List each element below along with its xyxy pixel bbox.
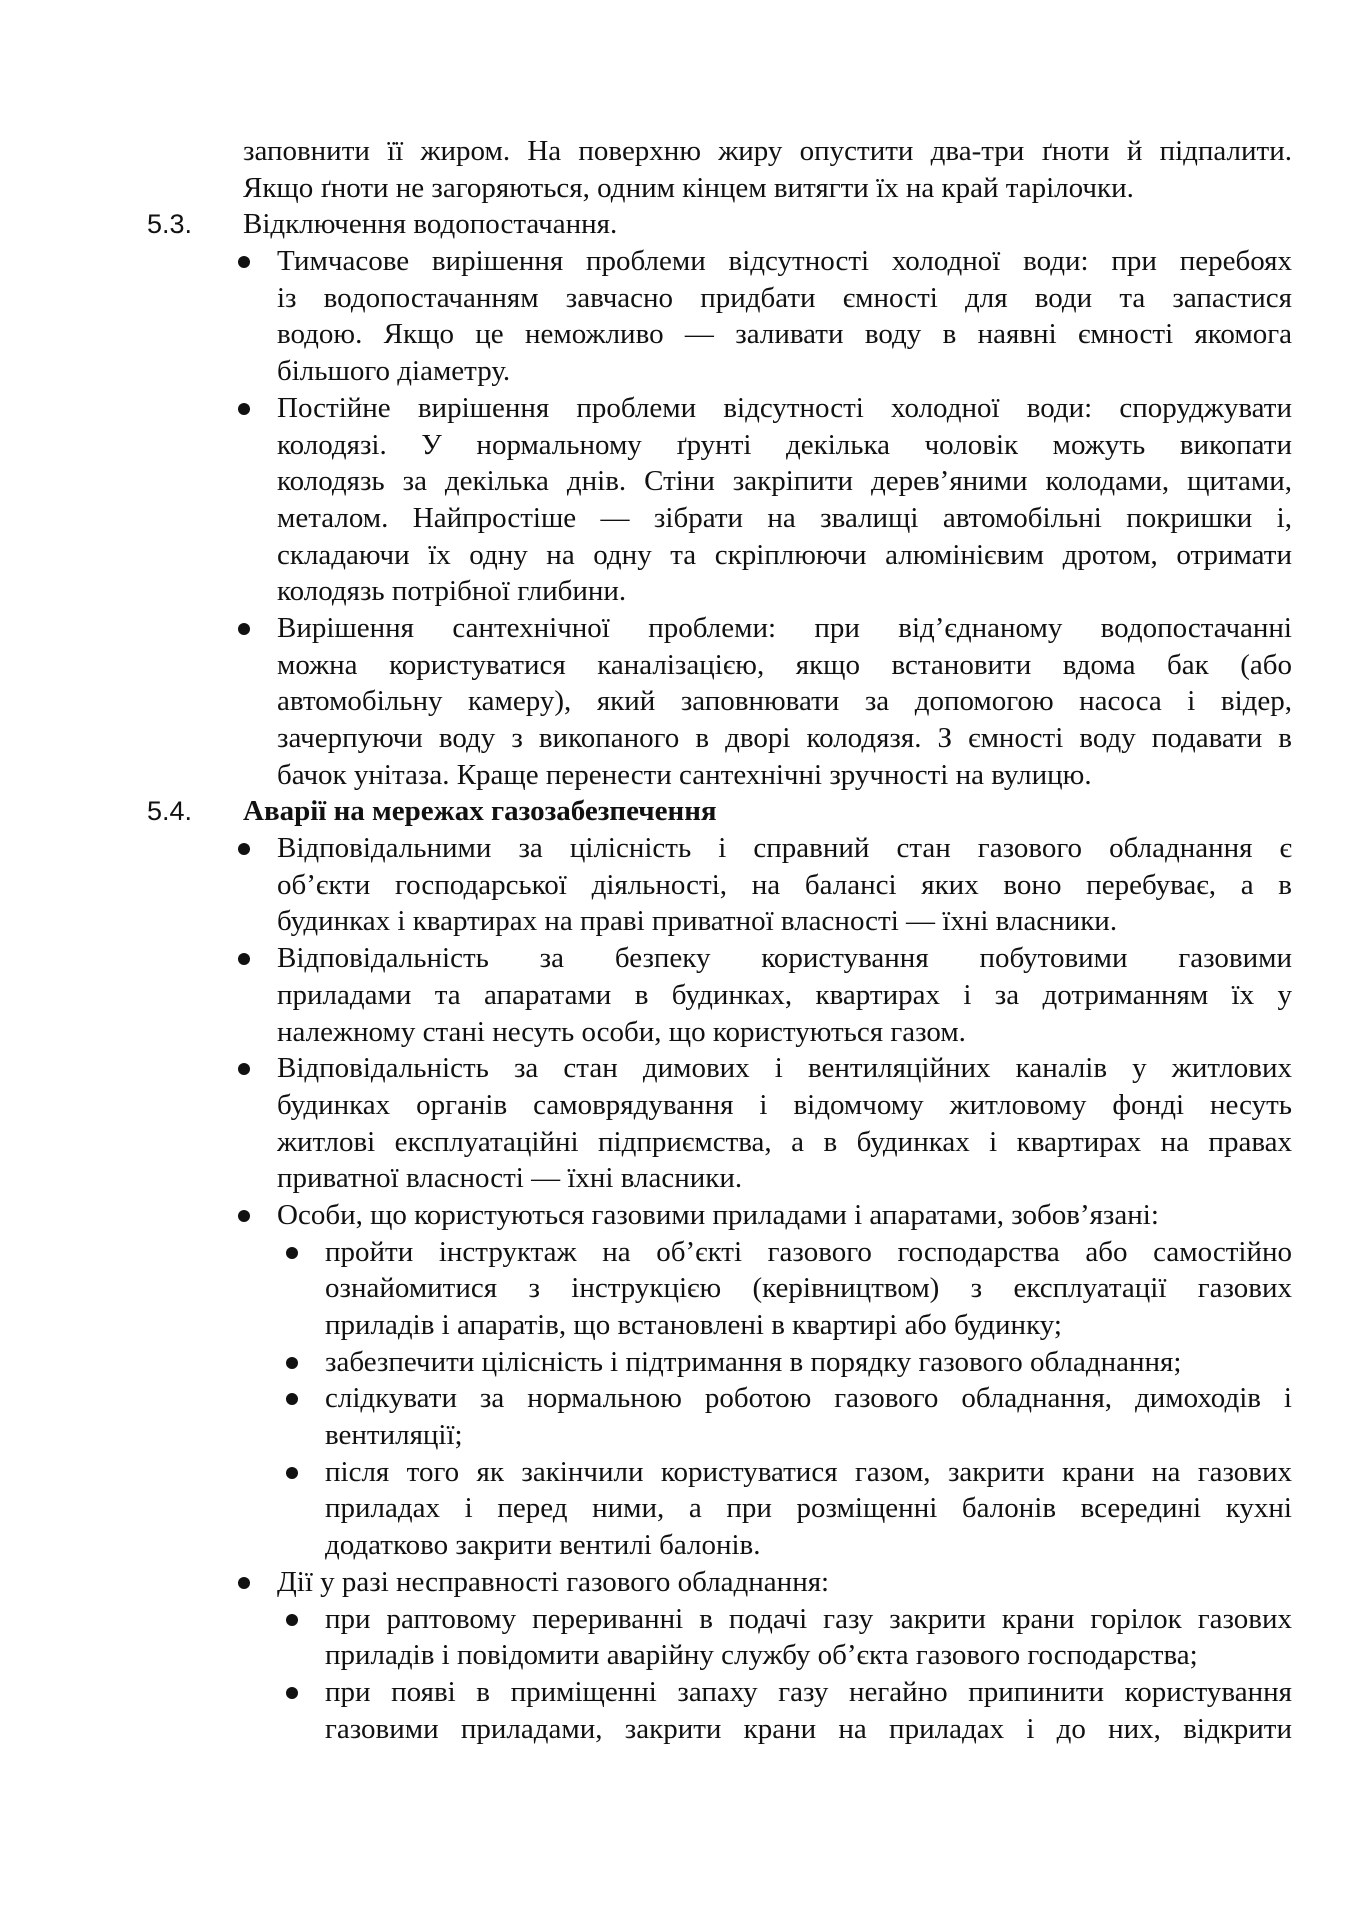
text-line-content: приладів і повідомити аварійну службу об’єкта газового господарства;	[325, 1639, 1198, 1672]
text-line	[0, 1380, 1358, 1417]
text-line	[0, 280, 1358, 317]
text-line	[0, 1344, 1358, 1381]
bullet-icon	[238, 843, 250, 855]
bullet-icon	[286, 1614, 298, 1626]
bullet-icon	[238, 953, 250, 965]
section-number: 5.3.	[147, 209, 193, 240]
section-title: Відключення водопостачання.	[243, 208, 618, 241]
text-line	[0, 1050, 1358, 1087]
text-line-content: можна користуватися каналізацією, якщо встановити вдома бак (або	[277, 648, 1292, 681]
list-item-text: Дії у разі несправності газового обладнання:	[277, 1565, 830, 1598]
text-line	[0, 1674, 1358, 1711]
text-line	[0, 1234, 1358, 1271]
list-item-text: Вирішення сантехнічної проблеми: при від’єднаному водопостачанні	[277, 611, 1292, 644]
text-line	[0, 830, 1358, 867]
text-line-content: додатково закрити вентилі балонів.	[325, 1529, 761, 1562]
text-line	[0, 573, 1358, 610]
bullet-icon	[286, 1357, 298, 1369]
text-line-content: Якщо ґноти не загоряються, одним кінцем витягти їх на край тарілочки.	[243, 171, 1134, 204]
bullet-icon	[286, 1247, 298, 1259]
text-line	[0, 243, 1358, 280]
bullet-icon	[286, 1393, 298, 1405]
sub-list-item-text: при раптовому перериванні в подачі газу закрити крани горілок газових	[325, 1602, 1292, 1635]
text-line	[0, 1270, 1358, 1307]
text-line	[0, 537, 1358, 574]
text-line	[0, 610, 1358, 647]
bullet-icon	[238, 256, 250, 268]
text-line	[0, 353, 1358, 390]
bullet-icon	[238, 623, 250, 635]
text-line	[0, 316, 1358, 353]
text-line	[0, 1564, 1358, 1601]
list-item	[0, 940, 1358, 1050]
bullet-icon	[238, 1577, 250, 1589]
list-item-text: Постійне вирішення проблеми відсутності холодної води: споруджувати	[277, 391, 1292, 424]
text-line	[0, 867, 1358, 904]
text-line	[0, 1307, 1358, 1344]
bullet-icon	[286, 1467, 298, 1479]
sub-list-item	[0, 1601, 1358, 1674]
text-line	[0, 757, 1358, 794]
text-line	[0, 1014, 1358, 1051]
text-line-content: бачок унітаза. Краще перенести сантехнічні зручності на вулицю.	[277, 758, 1092, 791]
text-line	[0, 133, 1358, 170]
text-line	[0, 977, 1358, 1014]
bullet-icon	[238, 403, 250, 415]
text-line-content: зачерпуючи воду з викопаного в дворі колодязя. З ємності воду подавати в	[277, 722, 1292, 754]
text-line-content: колодязь потрібної глибини.	[277, 575, 627, 608]
section-number: 5.4.	[147, 796, 193, 827]
section-heading	[0, 206, 1358, 243]
text-line	[0, 1490, 1358, 1527]
sub-list-item-text: пройти інструктаж на об’єкті газового господарства або самостійно	[325, 1235, 1292, 1268]
list-item	[0, 243, 1358, 390]
bullet-icon	[286, 1687, 298, 1699]
text-line	[0, 1124, 1358, 1161]
sub-list-item-text: після того як закінчили користуватися газом, закрити крани на газових	[325, 1455, 1292, 1488]
text-line-content: будинках і квартирах на праві приватної власності — їхні власники.	[277, 905, 1118, 938]
bullet-icon	[238, 1210, 250, 1222]
sub-list-item	[0, 1674, 1358, 1747]
text-line-content: належному стані несуть особи, що користуються газом.	[277, 1015, 966, 1048]
list-item-text: Відповідальність за стан димових і вентиляційних каналів у житлових	[277, 1052, 1292, 1085]
sub-list-item-text: забезпечити цілісність і підтримання в порядку газового обладнання;	[325, 1345, 1182, 1378]
list-item	[0, 1050, 1358, 1197]
text-line	[0, 500, 1358, 537]
text-line	[0, 390, 1358, 427]
text-line-content: приладами та апаратами в будинках, квартирах і за дотриманням їх у	[277, 978, 1292, 1011]
text-line-content: більшого діаметру.	[277, 355, 511, 388]
list-item-text: Відповідальність за безпеку користування побутовими газовими	[277, 942, 1292, 975]
list-item	[0, 610, 1358, 793]
sub-list-item-text: слідкувати за нормальною роботою газового обладнання, димоходів і	[325, 1382, 1292, 1415]
text-line-content: житлові експлуатаційні підприємства, а в будинках і квартирах на правах	[277, 1125, 1292, 1158]
text-line	[0, 1160, 1358, 1197]
intro-paragraph	[0, 133, 1358, 206]
text-line	[0, 1417, 1358, 1454]
text-line-content: складаючи їх одну на одну та скріплюючи алюмінієвим дротом, отримати	[277, 538, 1292, 571]
text-line-content: вентиляції;	[325, 1419, 463, 1452]
text-line-content: колодязі. У нормальному ґрунті декілька чоловік можуть викопати	[277, 428, 1292, 461]
sub-list-item	[0, 1454, 1358, 1564]
paragraph-text: заповнити її жиром. На поверхню жиру опустити два-три ґноти й підпалити.	[243, 135, 1292, 167]
text-line	[0, 940, 1358, 977]
text-line	[0, 647, 1358, 684]
text-line-content: об’єкти господарської діяльності, на балансі яких воно перебуває, а в	[277, 868, 1292, 901]
text-line	[0, 1601, 1358, 1638]
text-line-content: водою. Якщо це неможливо — заливати воду в наявні ємності якомога	[277, 318, 1292, 351]
sub-list-item	[0, 1344, 1358, 1381]
section-5-4	[0, 793, 1358, 1747]
text-line-content: газовими приладами, закрити крани на приладах і до них, відкрити	[325, 1712, 1292, 1745]
sub-list-item	[0, 1234, 1358, 1344]
text-line-content: ознайомитися з інструкцією (керівництвом) з експлуатації газових	[325, 1272, 1292, 1305]
list-item	[0, 830, 1358, 940]
text-line	[0, 170, 1358, 207]
text-line-content: із водопостачанням завчасно придбати ємності для води та запастися	[277, 281, 1292, 314]
document-body	[0, 133, 1358, 1747]
text-line	[0, 1527, 1358, 1564]
section-title: Аварії на мережах газозабезпечення	[243, 795, 717, 828]
text-line-content: колодязь за декілька днів. Стіни закріпити дерев’яними колодами, щитами,	[277, 465, 1292, 498]
text-line	[0, 1454, 1358, 1491]
list-item	[0, 390, 1358, 610]
text-line	[0, 1637, 1358, 1674]
text-line	[0, 1197, 1358, 1234]
list-item	[0, 1197, 1358, 1564]
text-line-content: приватної власності — їхні власники.	[277, 1162, 743, 1195]
section-5-3	[0, 206, 1358, 793]
text-line	[0, 1711, 1358, 1748]
text-line	[0, 463, 1358, 500]
text-line-content: автомобільну камеру), який заповнювати за допомогою насоса і відер,	[277, 685, 1292, 718]
section-heading	[0, 793, 1358, 830]
list-item-text: Тимчасове вирішення проблеми відсутності холодної води: при перебоях	[277, 245, 1292, 278]
text-line	[0, 1087, 1358, 1124]
text-line-content: приладів і апаратів, що встановлені в квартирі або будинку;	[325, 1309, 1062, 1341]
bullet-icon	[238, 1063, 250, 1075]
list-item	[0, 1564, 1358, 1747]
list-item-text: Відповідальними за цілісність і справний стан газового обладнання є	[277, 832, 1292, 865]
text-line-content: приладах і перед ними, а при розміщенні балонів всередині кухні	[325, 1492, 1292, 1525]
text-line	[0, 720, 1358, 757]
sub-list-item	[0, 1380, 1358, 1453]
list-item-text: Особи, що користуються газовими приладами і апаратами, зобов’язані:	[277, 1198, 1159, 1231]
text-line-content: металом. Найпростіше — зібрати на звалищі автомобільні покришки і,	[277, 501, 1292, 534]
text-line	[0, 427, 1358, 464]
text-line-content: будинках органів самоврядування і відомчому житловому фонді несуть	[277, 1088, 1292, 1121]
text-line	[0, 683, 1358, 720]
sub-list-item-text: при появі в приміщенні запаху газу негайно припинити користування	[325, 1675, 1292, 1708]
text-line	[0, 903, 1358, 940]
